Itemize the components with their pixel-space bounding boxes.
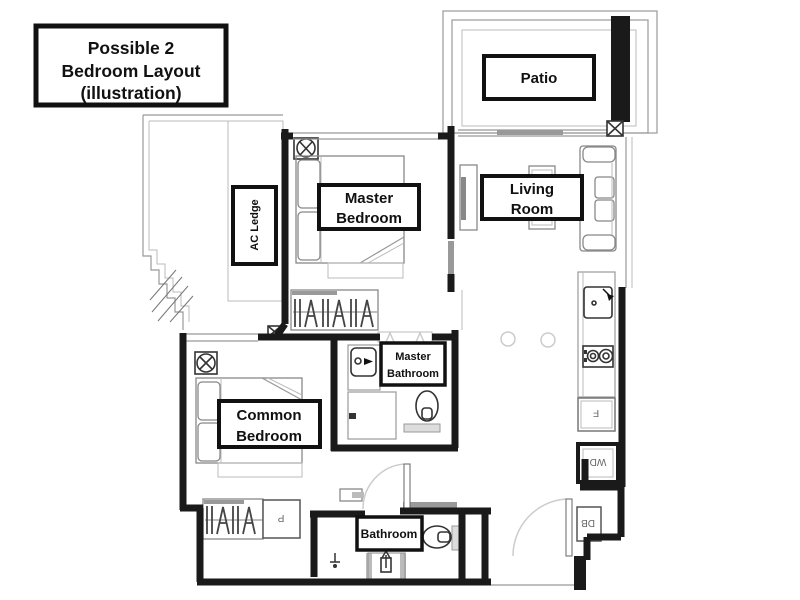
sofa bbox=[580, 146, 616, 251]
patio-sliding-door bbox=[497, 130, 563, 135]
master-wardrobe bbox=[291, 290, 378, 330]
living-room-label-1: Living bbox=[509, 181, 555, 198]
label-common-bedroom bbox=[219, 401, 320, 447]
master-bath-sink bbox=[348, 345, 380, 390]
db-label: DB bbox=[581, 517, 595, 528]
label-patio bbox=[484, 56, 594, 99]
towel-hooks bbox=[386, 333, 424, 342]
bathroom-door bbox=[363, 464, 410, 509]
cooktop bbox=[583, 346, 613, 367]
kitchen bbox=[578, 272, 618, 482]
master-bedroom-furniture bbox=[268, 138, 454, 337]
title-box bbox=[36, 26, 226, 105]
common-bedroom-label-1: Common bbox=[236, 407, 302, 424]
master-bedroom-label-2: Bedroom bbox=[336, 210, 402, 227]
master-bathroom-label-1: Master bbox=[395, 351, 431, 363]
patio-pillar bbox=[611, 16, 630, 122]
wardrobe-p-label: P bbox=[277, 512, 285, 523]
stool bbox=[541, 333, 555, 347]
title-line-1: Possible 2 bbox=[87, 38, 175, 58]
ac-ledge-label: AC Ledge bbox=[249, 199, 261, 251]
bathroom-shower bbox=[366, 551, 406, 579]
label-ac-ledge bbox=[233, 187, 276, 264]
label-master-bathroom bbox=[381, 343, 445, 385]
fridge-box bbox=[578, 398, 615, 431]
master-bath-toilet bbox=[404, 391, 440, 432]
label-living-room bbox=[482, 176, 582, 219]
common-wardrobe bbox=[203, 499, 263, 539]
wardrobe-p-box bbox=[263, 500, 300, 538]
label-master-bedroom bbox=[319, 185, 419, 229]
entry-door bbox=[513, 499, 572, 556]
entry-pillar bbox=[574, 556, 586, 590]
ac-unit-symbol-patio bbox=[607, 121, 623, 136]
label-bathroom bbox=[357, 517, 422, 550]
master-bedroom-label-1: Master bbox=[344, 190, 394, 207]
washer-dryer-label: WD bbox=[589, 456, 607, 467]
kitchen-sink bbox=[584, 287, 614, 318]
title-line-3: (illustration) bbox=[80, 83, 182, 103]
tv-console bbox=[460, 165, 477, 230]
stool bbox=[501, 332, 515, 346]
bathroom-toilet bbox=[423, 526, 459, 550]
living-room-label-2: Room bbox=[510, 201, 554, 218]
living-room-furniture bbox=[460, 137, 632, 347]
patio-label: Patio bbox=[520, 70, 558, 87]
bathroom-tap bbox=[330, 553, 340, 568]
master-bath-shower bbox=[348, 392, 396, 439]
bathroom-label: Bathroom bbox=[360, 527, 418, 541]
title-line-2: Bedroom Layout bbox=[61, 61, 201, 81]
fan-symbol-common-bedroom bbox=[195, 352, 217, 374]
fridge-label: F bbox=[592, 407, 600, 418]
master-bathroom-label-2: Bathroom bbox=[387, 368, 439, 380]
common-bedroom-label-2: Bedroom bbox=[236, 428, 302, 445]
